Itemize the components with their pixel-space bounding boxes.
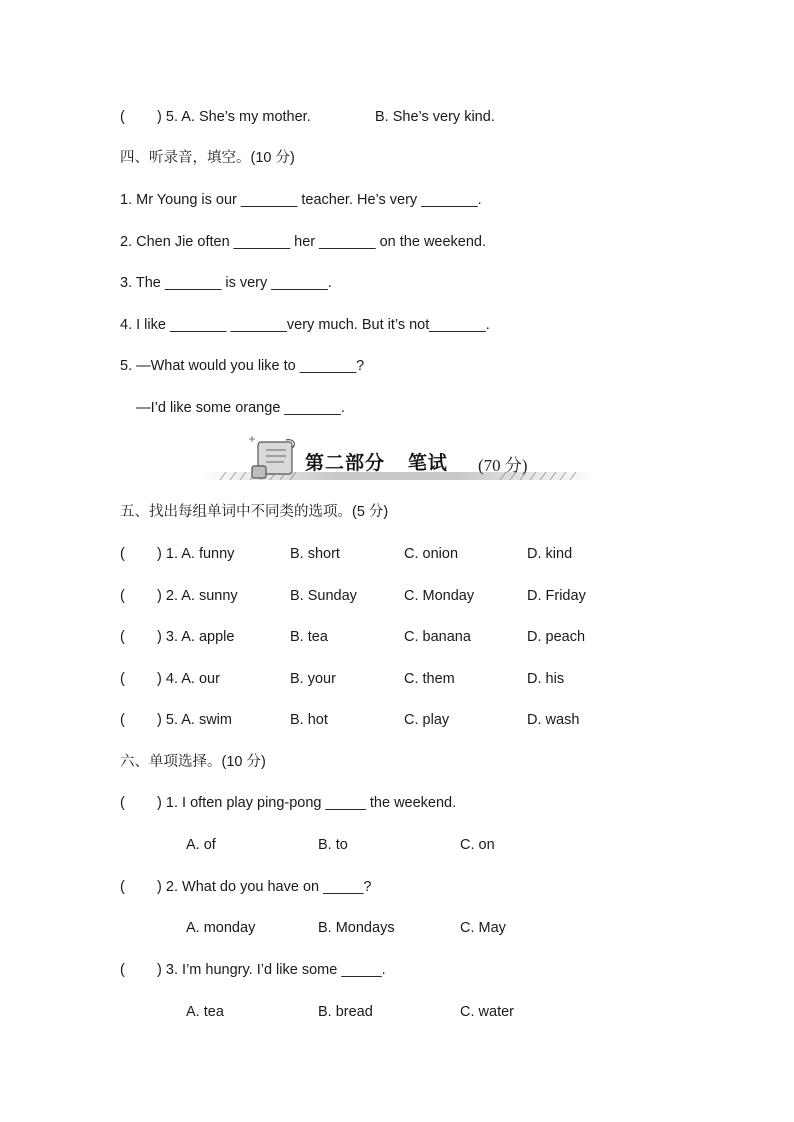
section5-row-4-c: C. them xyxy=(404,671,455,687)
section6-q3-c: C. water xyxy=(460,1004,514,1020)
section5-row-2-stem: ( ) 2. A. sunny xyxy=(120,588,238,604)
section5-row-3-b: B. tea xyxy=(290,629,328,645)
section5-row-3-stem: ( ) 3. A. apple xyxy=(120,629,235,645)
section6-q2-b: B. Mondays xyxy=(318,920,395,936)
section4-item-5-answer: —I’d like some orange _______. xyxy=(120,400,345,416)
section5-row-5-d: D. wash xyxy=(527,712,580,728)
section5-row-4-stem: ( ) 4. A. our xyxy=(120,671,220,687)
section5-row-4-d: D. his xyxy=(527,671,565,687)
section5-row-1-b: B. short xyxy=(290,546,340,562)
section5-row-3-c: C. banana xyxy=(404,629,471,645)
q3-5-stem: ( ) 5. A. She’s my mother. xyxy=(120,109,311,125)
section6-q1-b: B. to xyxy=(318,837,348,853)
section4-item-3: 3. The _______ is very _______. xyxy=(120,275,332,291)
section5-row-3-d: D. peach xyxy=(527,629,586,645)
section6-q3-stem: ( ) 3. I’m hungry. I’d like some _____. xyxy=(120,962,386,978)
part2-title: 第二部分 笔试 xyxy=(305,452,448,474)
section5-row-5-stem: ( ) 5. A. swim xyxy=(120,712,232,728)
section5-row-4-b: B. your xyxy=(290,671,336,687)
section5-row-1-c: C. onion xyxy=(404,546,459,562)
section6-q1-a: A. of xyxy=(186,837,216,853)
part2-score: (70 分) xyxy=(478,456,528,475)
section4-item-1: 1. Mr Young is our _______ teacher. He’s very _______. xyxy=(120,192,482,208)
section4-item-5-question: 5. —What would you like to _______? xyxy=(120,358,365,374)
part2-banner xyxy=(200,436,596,482)
scroll-icon xyxy=(249,436,294,478)
section6-q2-stem: ( ) 2. What do you have on _____? xyxy=(120,879,372,895)
section5-row-1-d: D. kind xyxy=(527,546,573,562)
section4-item-4: 4. I like _______ _______very much. But it’s not_______. xyxy=(120,317,490,333)
section6-q1-c: C. on xyxy=(460,837,495,853)
section6-q3-b: B. bread xyxy=(318,1004,373,1020)
section6-q2-a: A. monday xyxy=(186,920,256,936)
section6-q1-stem: ( ) 1. I often play ping-pong _____ the weekend. xyxy=(120,795,457,811)
section5-row-2-b: B. Sunday xyxy=(290,588,357,604)
section6-heading: 六、单项选择。(10 分) xyxy=(120,754,266,770)
section4-heading: 四、听录音，填空。(10 分) xyxy=(120,150,295,166)
section5-row-5-b: B. hot xyxy=(290,712,328,728)
section5-row-2-c: C. Monday xyxy=(404,588,475,604)
section5-row-1-stem: ( ) 1. A. funny xyxy=(120,546,235,562)
section5-row-2-d: D. Friday xyxy=(527,588,586,604)
section5-heading: 五、找出每组单词中不同类的选项。(5 分) xyxy=(120,504,389,520)
section6-q2-c: C. May xyxy=(460,920,506,936)
section6-q3-a: A. tea xyxy=(186,1004,224,1020)
section4-item-2: 2. Chen Jie often _______ her _______ on the weekend. xyxy=(120,234,487,250)
section5-row-5-c: C. play xyxy=(404,712,450,728)
q3-5-option-b: B. She’s very kind. xyxy=(375,109,495,125)
